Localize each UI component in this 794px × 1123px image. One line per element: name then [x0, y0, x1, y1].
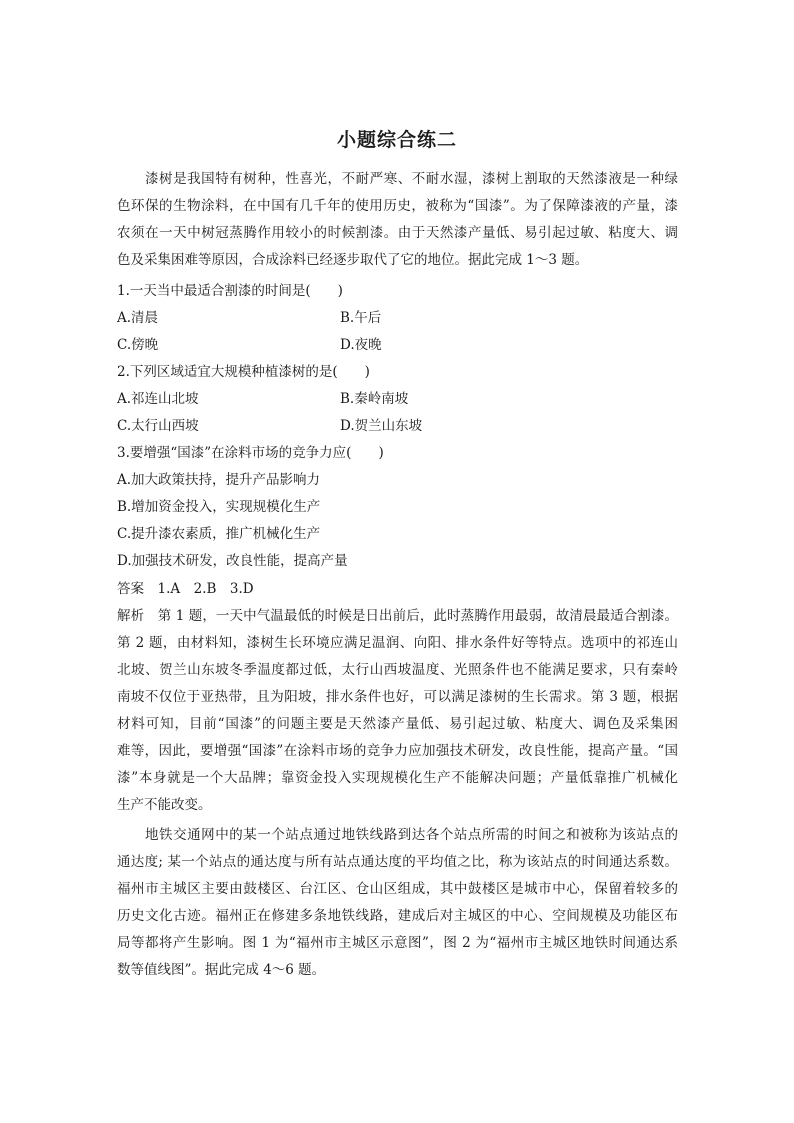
question-2-stem: 2.下列区域适宜大规模种植漆树的是( ) [117, 364, 370, 380]
analysis-line: 难等，因此，要增强“国漆”在涂料市场的竞争力应加强技术研发，改良性能，提高产量。“国 [117, 743, 678, 759]
analysis-line: 解析 第 1 题，一天中气温最低的时候是日出前后，此时蒸腾作用最弱，故清晨最适合割漆。 [117, 608, 678, 624]
analysis-line: 北坡、贺兰山东坡冬季温度都过低，太行山西坡温度、光照条件也不能满足要求，只有秦岭 [117, 662, 678, 678]
q1-option-d: D.夜晚 [340, 337, 382, 353]
question-3-stem: 3.要增强“国漆”在涂料市场的竞争力应( ) [117, 445, 384, 461]
passage2-line: 局等都将产生影响。图 1 为“福州市主城区示意图”，图 2 为“福州市主城区地铁时间通达系 [117, 935, 678, 951]
q3-option-d: D.加强技术研发，改良性能，提高产量 [117, 553, 348, 569]
q3-option-c: C.提升漆农素质，推广机械化生产 [117, 526, 321, 542]
q2-option-c: C.太行山西坡 [117, 418, 199, 434]
analysis-line: 第 2 题，由材料知，漆树生长环境应满足温润、向阳、排水条件好等特点。选项中的祁连山 [117, 635, 678, 651]
answer-line: 答案 1.A 2.B 3.D [117, 581, 254, 597]
q1-option-c: C.傍晚 [117, 337, 159, 353]
passage2-line: 历史文化古迹。福州正在修建多条地铁线路，建成后对主城区的中心、空间规模及功能区布 [117, 908, 678, 924]
q1-option-a: A.清晨 [117, 310, 159, 326]
passage1-line: 农须在一天中树冠蒸腾作用较小的时候割漆。由于天然漆产量低、易引起过敏、粘度大、调 [117, 225, 678, 241]
q2-option-d: D.贺兰山东坡 [340, 418, 423, 434]
analysis-line: 南坡不仅位于亚热带，且为阳坡，排水条件也好，可以满足漆树的生长需求。第 3 题，根据 [117, 689, 678, 705]
q3-option-b: B.增加资金投入，实现规模化生产 [117, 499, 321, 515]
q2-option-b: B.秦岭南坡 [340, 391, 409, 407]
analysis-line: 材料可知，目前“国漆”的问题主要是天然漆产量低、易引起过敏、粘度大、调色及采集困 [117, 716, 678, 732]
passage1-line: 漆树是我国特有树种，性喜光，不耐严寒、不耐水湿，漆树上割取的天然漆液是一种绿 [145, 171, 678, 187]
passage2-line: 福州市主城区主要由鼓楼区、台江区、仓山区组成，其中鼓楼区是城市中心，保留着较多的 [117, 881, 678, 897]
page-title: 小题综合练二 [336, 129, 457, 151]
q1-option-b: B.午后 [340, 310, 382, 326]
passage2-line: 数等值线图”。据此完成 4～6 题。 [117, 962, 326, 978]
passage1-line: 色及采集困难等原因，合成涂料已经逐步取代了它的地位。据此完成 1～3 题。 [117, 252, 589, 268]
q2-option-a: A.祁连山北坡 [117, 391, 199, 407]
q3-option-a: A.加大政策扶持，提升产品影响力 [117, 472, 321, 488]
passage2-line: 通达度; 某一个站点的通达度与所有站点通达度的平均值之比，称为该站点的时间通达系数。 [117, 854, 678, 870]
passage2-line: 地铁交通网中的某一个站点通过地铁线路到达各个站点所需的时间之和被称为该站点的 [145, 827, 678, 843]
passage1-line: 色环保的生物涂料，在中国有几千年的使用历史，被称为“国漆”。为了保障漆液的产量，漆 [117, 198, 678, 214]
analysis-line: 生产不能改变。 [117, 797, 212, 813]
analysis-line: 漆”本身就是一个大品牌；靠资金投入实现规模化生产不能解决问题；产量低靠推广机械化 [117, 770, 678, 786]
question-1-stem: 1.一天当中最适合割漆的时间是( ) [117, 283, 343, 299]
